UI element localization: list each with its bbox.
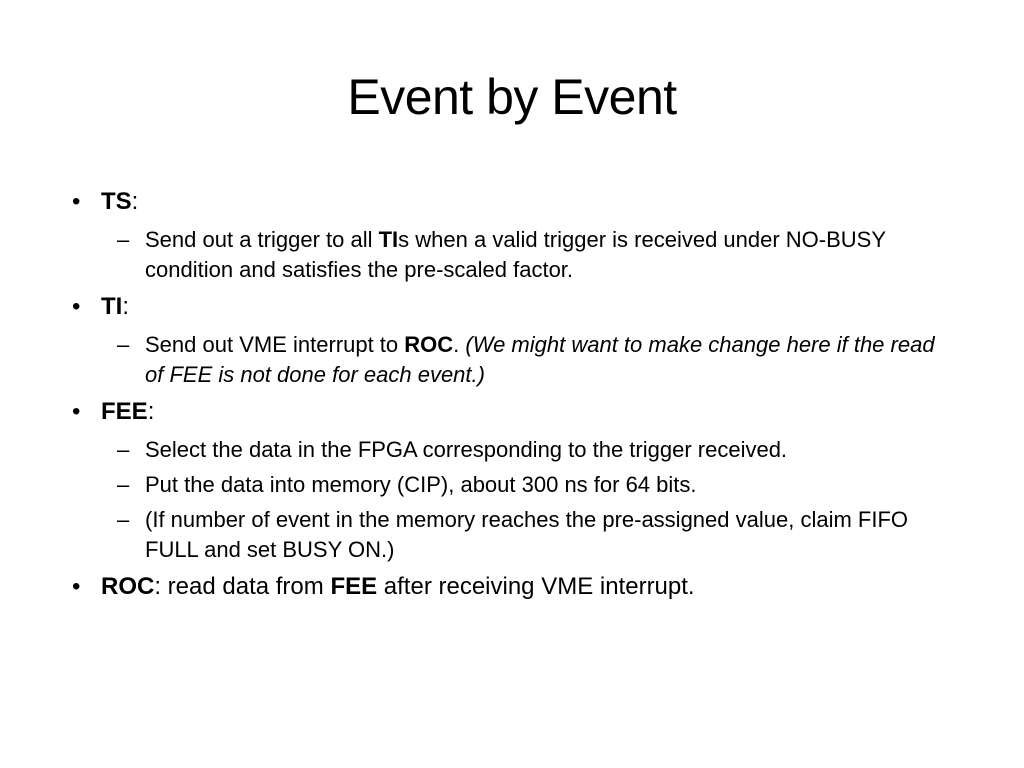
- bullet-suffix: :: [147, 398, 155, 425]
- bullet-suffix: :: [122, 293, 129, 320]
- bullet-list: [72, 180, 952, 605]
- sub-item-ti-interrupt: [117, 330, 952, 390]
- sub-item-text: Send out VME interrupt to: [145, 332, 405, 357]
- sub-item-bold: ROC: [404, 332, 454, 357]
- bullet-bold: FEE: [330, 573, 378, 600]
- dash-icon: –: [117, 227, 130, 252]
- bullet-icon: •: [72, 398, 81, 425]
- bullet-suffix: :: [131, 188, 139, 215]
- sub-item-text: (If number of event in the memory reaches the pre-assigned value, claim FIFO FULL and set BUSY ON.): [145, 507, 908, 562]
- slide-title: Event by Event: [347, 69, 677, 125]
- bullet-icon: •: [72, 573, 81, 600]
- dash-icon: –: [117, 472, 130, 497]
- bullet-suffix: : read data from: [154, 573, 331, 600]
- sub-item-bold: TI: [378, 227, 399, 252]
- bullet-label: TS: [101, 188, 132, 215]
- bullet-item-roc: [72, 569, 952, 605]
- bullet-item-ts: [72, 184, 952, 220]
- sub-item-fee-fifo: [117, 505, 952, 565]
- bullet-suffix: after receiving VME interrupt.: [377, 573, 695, 600]
- sub-item-italic: (We might want to make change here if the read of FEE is not done for each event.): [145, 332, 935, 387]
- sub-item-text: Select the data in the FPGA corresponding to the trigger received.: [145, 437, 788, 462]
- sub-item-fee-select: [117, 435, 952, 465]
- dash-icon: –: [117, 437, 130, 462]
- bullet-label: TI: [101, 293, 123, 320]
- dash-icon: –: [117, 332, 130, 357]
- bullet-icon: •: [72, 188, 81, 215]
- bullet-item-ti: [72, 289, 952, 325]
- dash-icon: –: [117, 507, 130, 532]
- sub-item-ts-trigger: [117, 225, 952, 285]
- sub-item-text: s when a valid trigger is received under NO-BUSY condition and satisfies the pre-scaled factor.: [145, 227, 886, 282]
- bullet-label: ROC: [101, 573, 155, 600]
- bullet-label: FEE: [101, 398, 148, 425]
- sub-item-fee-memory: [117, 470, 952, 500]
- bullet-icon: •: [72, 293, 81, 320]
- bullet-item-fee: [72, 394, 952, 430]
- sub-item-text: .: [453, 332, 466, 357]
- sub-item-text: Send out a trigger to all: [145, 227, 379, 252]
- sub-item-text: Put the data into memory (CIP), about 300 ns for 64 bits.: [145, 472, 697, 497]
